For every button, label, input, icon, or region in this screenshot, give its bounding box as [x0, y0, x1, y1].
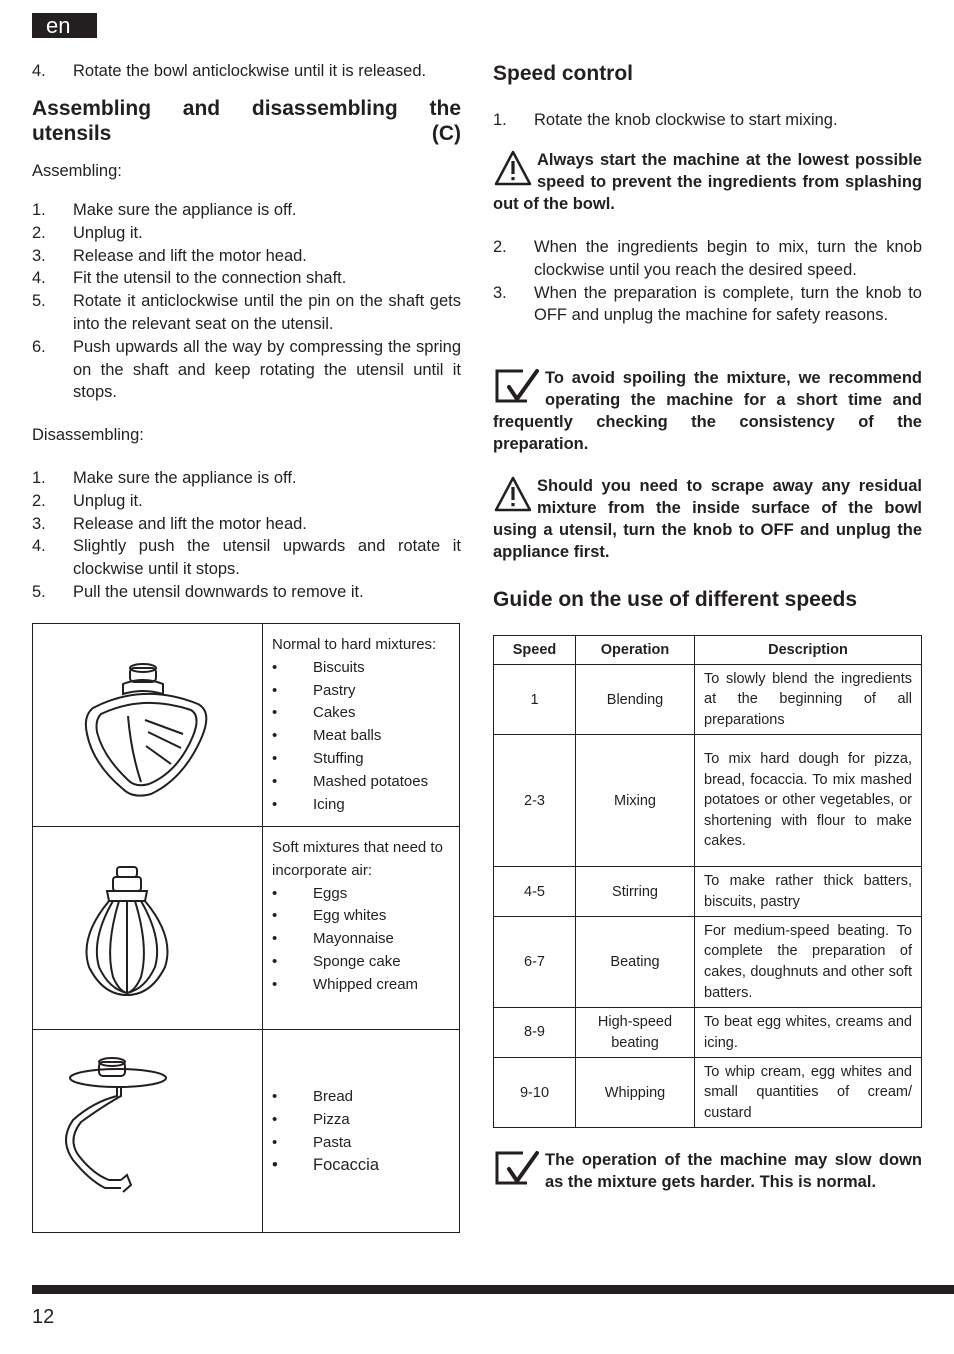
step-number: 5. — [32, 582, 46, 601]
table-header-row — [494, 636, 922, 665]
operation-cell: Stirring — [576, 867, 695, 917]
warning-triangle-icon — [493, 475, 533, 513]
step-text: Make sure the appliance is off. — [73, 201, 297, 219]
step-text: Make sure the appliance is off. — [73, 469, 297, 487]
step-text: Rotate the bowl anticlockwise until it is released. — [73, 62, 427, 80]
step-number: 2. — [32, 223, 46, 242]
list-item: • Pasta — [272, 1132, 459, 1155]
step-number: 5. — [32, 292, 46, 311]
note-machine-slows — [493, 1149, 922, 1193]
list-item: • Pizza — [272, 1109, 459, 1132]
list-item: • Egg whites — [272, 905, 459, 928]
list-item: • Icing — [272, 794, 459, 817]
list-item — [32, 535, 461, 581]
list-item — [32, 245, 461, 268]
utensil-row-beater — [33, 624, 459, 827]
list-item — [32, 467, 461, 490]
step-number: 1. — [32, 201, 46, 219]
speed-steps — [493, 236, 922, 327]
description-cell: To whip cream, egg whites and small quantities of cream/ custard — [695, 1058, 922, 1128]
step-number: 4. — [32, 62, 46, 80]
list-item: • Sponge cake — [272, 951, 459, 974]
step-text: Fit the utensil to the connection shaft. — [73, 269, 347, 288]
step-number: 4. — [32, 537, 46, 556]
speed-cell: 6-7 — [494, 917, 576, 1008]
list-item — [493, 236, 922, 282]
flat-beater-icon — [33, 624, 263, 824]
whisk-icon — [33, 827, 263, 1027]
list-item — [32, 336, 461, 404]
step-text: Pull the utensil downwards to remove it. — [73, 582, 364, 601]
note-checkmark-icon — [493, 1149, 541, 1189]
table-row — [494, 735, 922, 867]
utensil-intro: Normal to hard mixtures: — [272, 636, 437, 653]
col-header-description: Description — [695, 636, 922, 665]
utensil-intro: Soft mixtures that need to incorporate air: — [272, 839, 443, 879]
utensil-image-cell — [33, 1030, 263, 1232]
footer-rule — [32, 1285, 954, 1294]
table-row — [494, 1058, 922, 1128]
warning-text: Should you need to scrape away any residual mixture from the inside surface of the bowl using a utensil, turn the knob to OFF and unplug the appliance first. — [493, 477, 922, 561]
utensil-row-whisk — [33, 827, 459, 1030]
step-number: 2. — [493, 238, 507, 256]
col-header-speed: Speed — [494, 636, 576, 665]
step-text: When the preparation is complete, turn the knob to OFF and unplug the machine for safety reasons. — [534, 283, 922, 325]
list-item: • Whipped cream — [272, 974, 459, 997]
list-item: • Cakes — [272, 702, 459, 725]
note-avoid-spoiling — [493, 367, 922, 455]
utensil-image-cell — [33, 624, 263, 826]
description-cell: For medium-speed beating. To complete the preparation of cakes, doughnuts and other soft batters. — [695, 917, 922, 1008]
list-item — [32, 490, 461, 513]
note-text: The operation of the machine may slow down as the mixture gets harder. This is normal. — [545, 1151, 922, 1191]
list-item: • Bread — [272, 1086, 459, 1109]
step-number: 6. — [32, 337, 46, 356]
page-number: 12 — [32, 1306, 55, 1328]
step-text: Push upwards all the way by compressing the spring on the shaft and keep rotating the utensil until it stops. — [73, 337, 461, 402]
utensil-uses — [263, 1030, 459, 1232]
utensil-uses — [263, 827, 459, 1029]
disassembling-steps — [32, 467, 461, 604]
speed-cell: 8-9 — [494, 1008, 576, 1058]
warning-triangle-icon — [493, 149, 533, 187]
speed-cell: 4-5 — [494, 867, 576, 917]
utensil-uses — [263, 624, 459, 826]
step-text: Unplug it. — [73, 223, 143, 242]
list-item: • Mashed potatoes — [272, 771, 459, 794]
step-text: Release and lift the motor head. — [73, 514, 307, 533]
operation-cell: Blending — [576, 665, 695, 735]
table-row — [494, 1008, 922, 1058]
description-cell: To slowly blend the ingredients at the beginning of all preparations — [695, 665, 922, 735]
operation-cell: Whipping — [576, 1058, 695, 1128]
speed-step-1 — [493, 109, 922, 132]
speed-guide-table — [493, 635, 922, 1128]
assembling-heading: Assembling and disassembling the utensils (C) — [32, 97, 461, 145]
warning-scrape-bowl — [493, 475, 922, 563]
operation-cell: Mixing — [576, 735, 695, 867]
operation-cell: Beating — [576, 917, 695, 1008]
description-cell: To make rather thick batters, biscuits, pastry — [695, 867, 922, 917]
step-number: 1. — [32, 469, 46, 487]
assembling-steps — [32, 199, 461, 404]
step-4-rotate-bowl — [32, 60, 461, 83]
list-item: • Focaccia — [272, 1154, 459, 1177]
col-header-operation: Operation — [576, 636, 695, 665]
step-number: 3. — [493, 283, 507, 302]
step-text: Rotate it anticlockwise until the pin on the shaft gets into the relevant seat on the utensil. — [73, 292, 461, 333]
list-item: • Meat balls — [272, 725, 459, 748]
step-number: 4. — [32, 269, 46, 288]
list-item — [32, 267, 461, 290]
step-number: 2. — [32, 491, 46, 510]
speed-control-heading: Speed control — [493, 62, 634, 85]
step-text: Slightly push the utensil upwards and rotate it clockwise until it stops. — [73, 537, 461, 579]
description-cell: To mix hard dough for pizza, bread, focaccia. To mix mashed potatoes or other vegetables, or shortening with flour to make cakes. — [695, 735, 922, 867]
utensil-image-cell — [33, 827, 263, 1029]
utensil-row-dough-hook — [33, 1030, 459, 1232]
guide-heading: Guide on the use of different speeds — [493, 588, 858, 611]
description-cell: To beat egg whites, creams and icing. — [695, 1008, 922, 1058]
list-item — [493, 282, 922, 328]
step-number: 3. — [32, 246, 46, 265]
list-item: • Eggs — [272, 883, 459, 906]
step-text: Rotate the knob clockwise to start mixing. — [534, 111, 838, 129]
disassembling-label: Disassembling: — [32, 426, 144, 444]
note-text: To avoid spoiling the mixture, we recommend operating the machine for a short time and frequently checking the consistency of the preparation. — [493, 369, 922, 453]
table-row — [494, 665, 922, 735]
step-text: When the ingredients begin to mix, turn the knob clockwise until you reach the desired speed. — [534, 238, 922, 279]
step-text: Release and lift the motor head. — [73, 246, 307, 265]
list-item — [32, 581, 461, 604]
list-item: • Mayonnaise — [272, 928, 459, 951]
table-row — [494, 917, 922, 1008]
speed-cell: 2-3 — [494, 735, 576, 867]
list-item: • Stuffing — [272, 748, 459, 771]
step-number: 3. — [32, 514, 46, 533]
list-item — [32, 513, 461, 536]
table-row — [494, 867, 922, 917]
step-number: 1. — [493, 111, 507, 129]
note-checkmark-icon — [493, 367, 541, 407]
speed-cell: 1 — [494, 665, 576, 735]
step-text: Unplug it. — [73, 491, 143, 510]
list-item: • Biscuits — [272, 657, 459, 680]
list-item — [32, 222, 461, 245]
list-item — [32, 199, 461, 222]
list-item: • Pastry — [272, 680, 459, 703]
operation-cell: High-speed beating — [576, 1008, 695, 1058]
warning-lowest-speed — [493, 149, 922, 215]
utensils-table — [32, 623, 460, 1233]
language-tab: en — [32, 13, 97, 38]
assembling-label: Assembling: — [32, 162, 122, 180]
speed-cell: 9-10 — [494, 1058, 576, 1128]
dough-hook-icon — [33, 1030, 263, 1230]
list-item — [32, 290, 461, 336]
warning-text: Always start the machine at the lowest possible speed to prevent the ingredients from splashing out of the bowl. — [493, 151, 922, 213]
